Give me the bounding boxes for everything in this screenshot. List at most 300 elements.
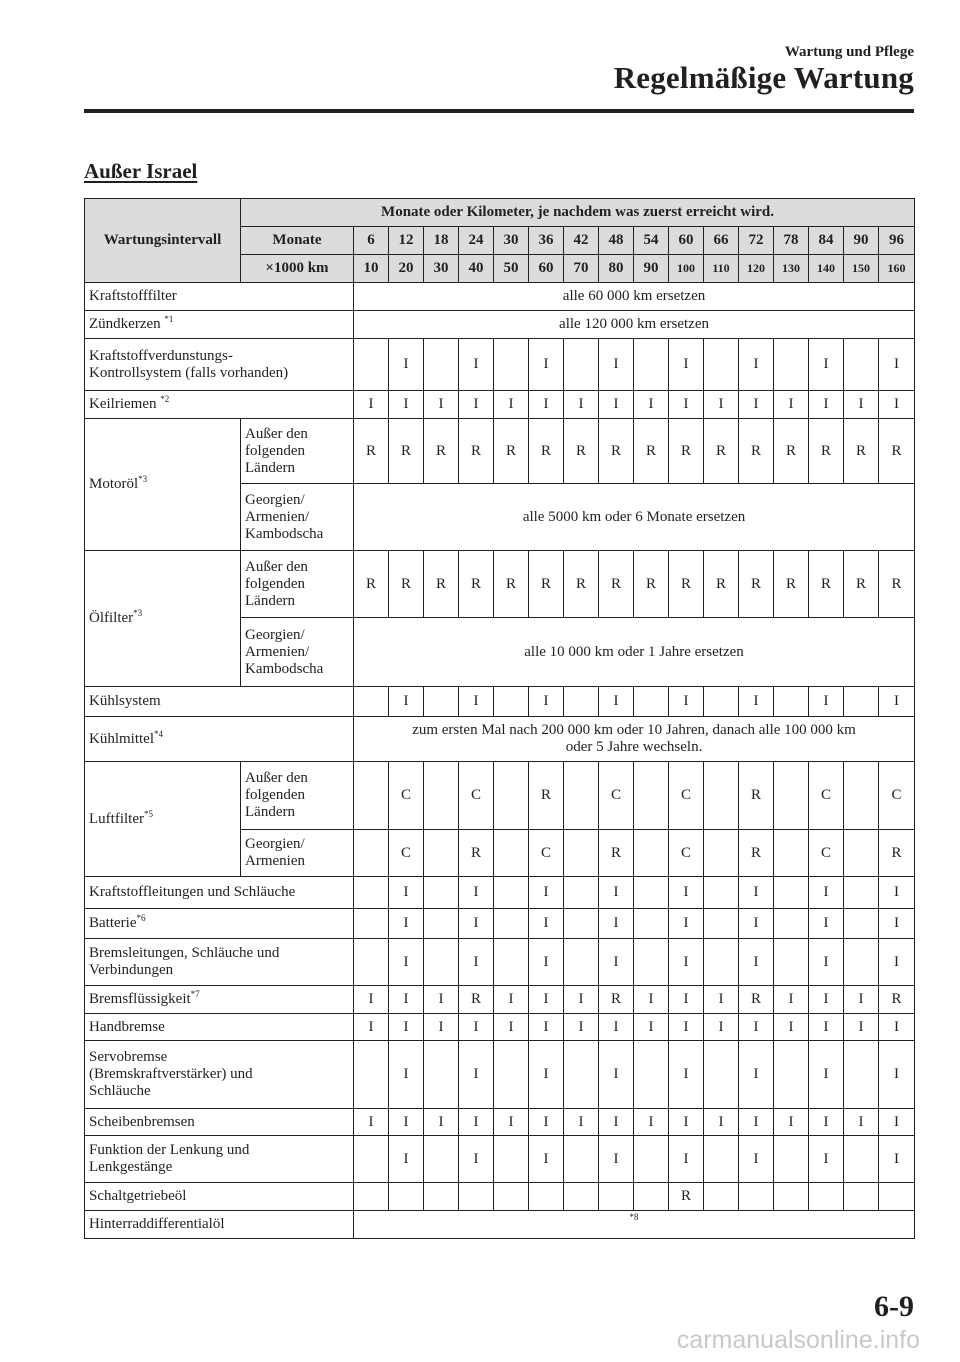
schedule-cell: I (879, 687, 915, 717)
schedule-cell (774, 877, 809, 909)
schedule-cell: R (704, 419, 739, 484)
schedule-cell: I (879, 391, 915, 419)
schedule-cell (844, 909, 879, 939)
schedule-cell (774, 1136, 809, 1183)
schedule-cell: I (529, 1041, 564, 1109)
table-row (85, 1109, 915, 1136)
schedule-cell: I (634, 986, 669, 1014)
schedule-cell: R (599, 419, 634, 484)
schedule-cell: I (599, 1014, 634, 1041)
schedule-cell: R (494, 551, 529, 618)
schedule-cell: I (634, 391, 669, 419)
schedule-cell: I (739, 339, 774, 391)
table-row (85, 1014, 915, 1041)
schedule-cell (459, 1183, 494, 1211)
schedule-cell: I (739, 1136, 774, 1183)
schedule-cell (844, 1136, 879, 1183)
schedule-cell: I (389, 687, 424, 717)
schedule-cell: I (879, 1041, 915, 1109)
maintenance-schedule-table (84, 198, 915, 1239)
schedule-cell: I (529, 391, 564, 419)
schedule-cell (564, 830, 599, 877)
schedule-cell (424, 339, 459, 391)
interval-cell: 90 (634, 255, 669, 283)
interval-cell: 70 (564, 255, 599, 283)
interval-cell: 50 (494, 255, 529, 283)
row-label: Zündkerzen $^{*1}$ (85, 311, 354, 339)
schedule-cell (774, 339, 809, 391)
row-label: Kühlmittel$^{*4}$ (85, 717, 354, 762)
sub-label: Georgien/ Armenien/ Kambodscha (241, 484, 354, 551)
table-row (85, 909, 915, 939)
schedule-cell (564, 877, 599, 909)
schedule-cell: R (844, 419, 879, 484)
row-text: alle 120 000 km ersetzen (354, 311, 915, 339)
schedule-cell: I (354, 1014, 389, 1041)
schedule-cell (704, 339, 739, 391)
schedule-cell: I (844, 1014, 879, 1041)
table-row (85, 1183, 915, 1211)
schedule-cell: I (809, 939, 844, 986)
table-row (85, 311, 915, 339)
row-label: Ölfilter$^{*3}$ (85, 551, 241, 687)
schedule-cell: I (774, 986, 809, 1014)
schedule-cell: C (529, 830, 564, 877)
interval-cell: 100 (669, 255, 704, 283)
schedule-cell (564, 1136, 599, 1183)
interval-cell: 24 (459, 227, 494, 255)
schedule-cell (634, 1183, 669, 1211)
schedule-cell: I (389, 939, 424, 986)
header-row-top (85, 199, 915, 227)
schedule-cell: R (669, 419, 704, 484)
schedule-cell: R (669, 551, 704, 618)
table-row (85, 551, 915, 618)
schedule-cell: I (564, 391, 599, 419)
schedule-cell: R (879, 830, 915, 877)
schedule-cell (599, 1183, 634, 1211)
schedule-cell: C (809, 762, 844, 830)
interval-cell: 30 (494, 227, 529, 255)
schedule-cell (564, 939, 599, 986)
schedule-cell: C (879, 762, 915, 830)
interval-cell: 120 (739, 255, 774, 283)
schedule-cell: I (774, 1109, 809, 1136)
table-row (85, 717, 915, 762)
interval-cell: 140 (809, 255, 844, 283)
schedule-cell (704, 909, 739, 939)
schedule-cell: R (704, 551, 739, 618)
schedule-cell: C (809, 830, 844, 877)
schedule-cell: R (739, 830, 774, 877)
schedule-cell: I (564, 1014, 599, 1041)
schedule-cell: I (669, 339, 704, 391)
schedule-cell: I (564, 986, 599, 1014)
schedule-cell: I (809, 1014, 844, 1041)
schedule-cell: I (529, 687, 564, 717)
interval-cell: 48 (599, 227, 634, 255)
schedule-cell (424, 939, 459, 986)
schedule-cell: I (669, 986, 704, 1014)
schedule-cell: I (389, 909, 424, 939)
schedule-cell: I (879, 1109, 915, 1136)
interval-cell: 130 (774, 255, 809, 283)
sub-label: Georgien/ Armenien (241, 830, 354, 877)
section-title: Außer Israel (84, 159, 198, 183)
schedule-cell (704, 762, 739, 830)
schedule-cell: I (774, 391, 809, 419)
interval-cell: 72 (739, 227, 774, 255)
schedule-cell: I (599, 939, 634, 986)
schedule-cell: R (354, 419, 389, 484)
row-label: Kraftstoffleitungen und Schläuche (85, 877, 354, 909)
schedule-cell: R (564, 551, 599, 618)
interval-cell: 42 (564, 227, 599, 255)
schedule-cell: C (599, 762, 634, 830)
schedule-cell (634, 939, 669, 986)
schedule-cell (774, 909, 809, 939)
interval-cell: 110 (704, 255, 739, 283)
schedule-cell: R (774, 419, 809, 484)
schedule-cell (739, 1183, 774, 1211)
schedule-cell: I (879, 339, 915, 391)
row-label: Batterie$^{*6}$ (85, 909, 354, 939)
sub-label: Georgien/ Armenien/ Kambodscha (241, 618, 354, 687)
schedule-cell: I (879, 877, 915, 909)
schedule-cell: C (389, 762, 424, 830)
schedule-cell (704, 1183, 739, 1211)
schedule-cell (634, 1041, 669, 1109)
schedule-cell: I (669, 939, 704, 986)
schedule-cell (774, 1183, 809, 1211)
schedule-cell: R (879, 419, 915, 484)
interval-cell: 20 (389, 255, 424, 283)
schedule-cell: R (424, 419, 459, 484)
schedule-cell (424, 1136, 459, 1183)
schedule-cell: I (529, 877, 564, 909)
table-row (85, 339, 915, 391)
schedule-cell: R (739, 986, 774, 1014)
schedule-cell: I (809, 1041, 844, 1109)
schedule-cell: I (354, 391, 389, 419)
schedule-cell (704, 1136, 739, 1183)
schedule-cell: I (564, 1109, 599, 1136)
schedule-cell (704, 939, 739, 986)
schedule-cell: I (424, 986, 459, 1014)
schedule-cell: R (739, 419, 774, 484)
interval-cell: 66 (704, 227, 739, 255)
schedule-cell (494, 1041, 529, 1109)
schedule-cell (424, 762, 459, 830)
schedule-cell (354, 1136, 389, 1183)
schedule-cell: I (599, 1136, 634, 1183)
schedule-cell: R (424, 551, 459, 618)
interval-cell: 90 (844, 227, 879, 255)
interval-cell: 10 (354, 255, 389, 283)
header-rule (84, 109, 914, 113)
row-label: Motoröl$^{*3}$ (85, 419, 241, 551)
schedule-cell (774, 939, 809, 986)
interval-header: Wartungsintervall (85, 199, 241, 283)
schedule-cell: I (424, 1109, 459, 1136)
interval-cell: 84 (809, 227, 844, 255)
schedule-cell: I (354, 986, 389, 1014)
table-row (85, 391, 915, 419)
schedule-cell: I (599, 877, 634, 909)
schedule-cell (844, 877, 879, 909)
interval-cell: 40 (459, 255, 494, 283)
schedule-cell: I (634, 1014, 669, 1041)
schedule-cell: I (459, 877, 494, 909)
schedule-cell: I (809, 687, 844, 717)
schedule-cell (564, 687, 599, 717)
chapter-label: Wartung und Pflege (784, 44, 914, 60)
table-row (85, 986, 915, 1014)
schedule-cell: I (389, 877, 424, 909)
schedule-cell: I (739, 877, 774, 909)
schedule-cell: R (739, 551, 774, 618)
schedule-cell: I (704, 1109, 739, 1136)
interval-cell: 160 (879, 255, 915, 283)
schedule-cell (424, 909, 459, 939)
schedule-cell: I (704, 391, 739, 419)
interval-cell: 30 (424, 255, 459, 283)
schedule-cell (354, 339, 389, 391)
schedule-cell: I (459, 1041, 494, 1109)
schedule-cell: I (529, 1136, 564, 1183)
row-label: Hinterraddifferentialöl (85, 1211, 354, 1239)
schedule-cell (424, 830, 459, 877)
schedule-cell (704, 1041, 739, 1109)
row-text: alle 10 000 km oder 1 Jahre ersetzen (354, 618, 915, 687)
schedule-cell (494, 939, 529, 986)
schedule-cell: R (459, 986, 494, 1014)
schedule-cell (494, 877, 529, 909)
header-label: ×1000 km (241, 255, 354, 283)
row-label: Schaltgetriebeöl (85, 1183, 354, 1211)
schedule-cell: I (529, 339, 564, 391)
schedule-cell: I (389, 1014, 424, 1041)
table-row (85, 1211, 915, 1239)
schedule-cell: R (634, 419, 669, 484)
schedule-cell: I (844, 391, 879, 419)
schedule-cell (564, 909, 599, 939)
schedule-cell (424, 687, 459, 717)
row-label: Keilriemen $^{*2}$ (85, 391, 354, 419)
table-row (85, 1136, 915, 1183)
interval-cell: 12 (389, 227, 424, 255)
schedule-cell: R (879, 986, 915, 1014)
schedule-cell: R (599, 986, 634, 1014)
schedule-cell: I (529, 939, 564, 986)
schedule-cell: I (739, 909, 774, 939)
schedule-cell (634, 830, 669, 877)
table-row (85, 687, 915, 717)
interval-cell: 36 (529, 227, 564, 255)
row-label: Kraftstofffilter (85, 283, 354, 311)
schedule-cell: I (739, 1014, 774, 1041)
schedule-cell (844, 1041, 879, 1109)
schedule-cell (564, 339, 599, 391)
schedule-cell (879, 1183, 915, 1211)
sub-label: Außer den folgenden Ländern (241, 419, 354, 484)
row-label: Scheibenbremsen (85, 1109, 354, 1136)
schedule-cell: I (669, 909, 704, 939)
schedule-cell (354, 909, 389, 939)
schedule-cell: I (704, 1014, 739, 1041)
interval-cell: 150 (844, 255, 879, 283)
schedule-cell: R (354, 551, 389, 618)
row-label: Handbremse (85, 1014, 354, 1041)
schedule-cell (389, 1183, 424, 1211)
schedule-cell (704, 877, 739, 909)
schedule-cell: I (739, 391, 774, 419)
schedule-cell: I (704, 986, 739, 1014)
schedule-cell: I (389, 1109, 424, 1136)
schedule-cell: I (669, 391, 704, 419)
schedule-cell (844, 1183, 879, 1211)
schedule-cell (704, 830, 739, 877)
schedule-cell: I (879, 1136, 915, 1183)
schedule-cell: I (459, 909, 494, 939)
schedule-cell: I (809, 877, 844, 909)
schedule-cell: I (809, 909, 844, 939)
schedule-cell (424, 877, 459, 909)
schedule-cell (809, 1183, 844, 1211)
table-row (85, 877, 915, 909)
schedule-cell: I (844, 1109, 879, 1136)
schedule-cell: I (669, 1014, 704, 1041)
schedule-cell (634, 877, 669, 909)
watermark: carmanualsonline.info (676, 1326, 920, 1354)
schedule-cell (564, 1041, 599, 1109)
interval-cell: 80 (599, 255, 634, 283)
schedule-cell: R (809, 551, 844, 618)
schedule-cell (844, 687, 879, 717)
schedule-cell: I (844, 986, 879, 1014)
schedule-cell: R (459, 830, 494, 877)
schedule-cell: I (739, 1109, 774, 1136)
schedule-cell: I (389, 986, 424, 1014)
schedule-cell: R (389, 419, 424, 484)
schedule-cell: I (774, 1014, 809, 1041)
table-row (85, 939, 915, 986)
schedule-cell: I (879, 939, 915, 986)
schedule-cell (634, 687, 669, 717)
schedule-cell: R (459, 551, 494, 618)
schedule-cell (494, 1136, 529, 1183)
row-label: Kraftstoffverdunstungs- Kontrollsystem (falls vorhanden) (85, 339, 354, 391)
schedule-cell: I (669, 1136, 704, 1183)
row-text: zum ersten Mal nach 200 000 km oder 10 Jahren, danach alle 100 000 km oder 5 Jahre wechseln. (354, 717, 915, 762)
schedule-cell (634, 762, 669, 830)
schedule-cell: I (809, 1109, 844, 1136)
schedule-cell (844, 939, 879, 986)
schedule-cell: I (424, 1014, 459, 1041)
schedule-cell: R (529, 419, 564, 484)
schedule-cell: I (494, 1014, 529, 1041)
schedule-cell: I (389, 1136, 424, 1183)
schedule-cell: I (494, 391, 529, 419)
schedule-cell: I (669, 1041, 704, 1109)
schedule-cell: I (494, 986, 529, 1014)
schedule-cell (354, 1183, 389, 1211)
schedule-cell (424, 1041, 459, 1109)
schedule-cell: I (389, 339, 424, 391)
row-label: Servobremse (Bremskraftverstärker) und Schläuche (85, 1041, 354, 1109)
schedule-cell: I (529, 1109, 564, 1136)
schedule-cell: R (774, 551, 809, 618)
schedule-cell (494, 1183, 529, 1211)
schedule-cell: R (634, 551, 669, 618)
schedule-cell: C (389, 830, 424, 877)
schedule-cell: I (459, 687, 494, 717)
interval-cell: 6 (354, 227, 389, 255)
schedule-cell (844, 339, 879, 391)
schedule-cell (354, 939, 389, 986)
schedule-cell: I (459, 1109, 494, 1136)
schedule-cell (494, 909, 529, 939)
schedule-cell: R (564, 419, 599, 484)
schedule-cell: I (809, 339, 844, 391)
schedule-cell: I (599, 909, 634, 939)
schedule-cell (774, 762, 809, 830)
schedule-cell (634, 1136, 669, 1183)
row-text: alle 60 000 km ersetzen (354, 283, 915, 311)
schedule-cell (494, 762, 529, 830)
schedule-cell: I (669, 687, 704, 717)
top-header: Monate oder Kilometer, je nachdem was zuerst erreicht wird. (241, 199, 915, 227)
schedule-cell (844, 762, 879, 830)
schedule-cell: R (599, 830, 634, 877)
row-label: Bremsleitungen, Schläuche und Verbindungen (85, 939, 354, 986)
row-label: Kühlsystem (85, 687, 354, 717)
schedule-cell: R (529, 551, 564, 618)
schedule-cell: I (809, 1136, 844, 1183)
interval-cell: 60 (669, 227, 704, 255)
schedule-cell (634, 339, 669, 391)
schedule-cell (424, 1183, 459, 1211)
schedule-cell: I (389, 1041, 424, 1109)
page-title: Regelmäßige Wartung (613, 60, 914, 95)
schedule-cell (634, 909, 669, 939)
table-row (85, 762, 915, 830)
interval-cell: 96 (879, 227, 915, 255)
schedule-cell (774, 1041, 809, 1109)
schedule-cell (354, 687, 389, 717)
header-label: Monate (241, 227, 354, 255)
schedule-cell (354, 1041, 389, 1109)
schedule-cell: I (739, 1041, 774, 1109)
schedule-cell: R (459, 419, 494, 484)
schedule-cell: C (669, 762, 704, 830)
schedule-cell: R (809, 419, 844, 484)
schedule-cell (494, 830, 529, 877)
table-row (85, 283, 915, 311)
schedule-cell: R (669, 1183, 704, 1211)
schedule-cell (494, 687, 529, 717)
schedule-cell: I (529, 909, 564, 939)
table-row (85, 419, 915, 484)
schedule-cell (529, 1183, 564, 1211)
schedule-cell (774, 687, 809, 717)
schedule-cell: I (809, 391, 844, 419)
schedule-cell (354, 830, 389, 877)
schedule-cell: I (739, 939, 774, 986)
schedule-cell: I (459, 1014, 494, 1041)
schedule-cell: I (599, 339, 634, 391)
schedule-cell: I (599, 687, 634, 717)
